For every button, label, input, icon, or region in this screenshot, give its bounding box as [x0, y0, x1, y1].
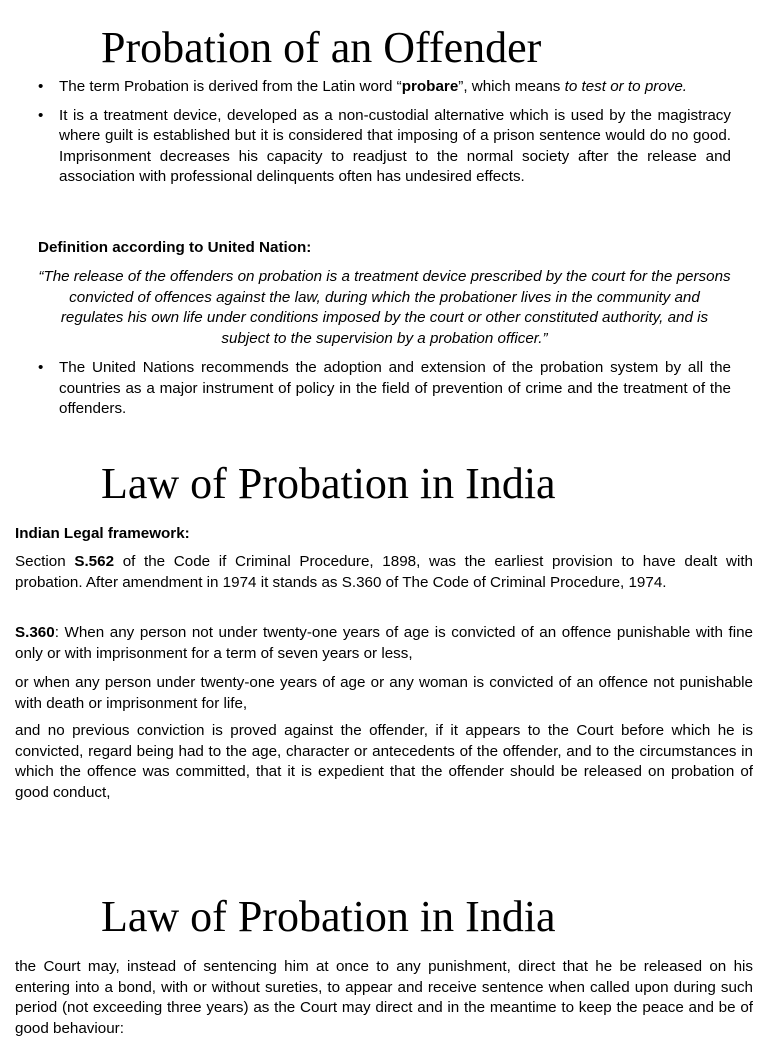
bullet-2-text: It is a treatment device, developed as a non-custodial alternative which is used by the magistracy where guilt is established but it is considered that imposing of a prison sentence would do no good. Imprisonment decreases his capacity to readjust to the normal society after the release and association with professional delinquents often has undesired effects.: [59, 106, 731, 186]
bullet-dot-icon: •: [38, 106, 44, 124]
bullet-dot-icon: •: [38, 359, 44, 376]
un-definition-quote: “The release of the offenders on probation is a treatment device prescribed by the court for the persons convicted of offences against the law, during which the probationer lives in the community and regulates his own life under conditions imposed by the court or other constituted authority, and is subject to the supervision by a probation officer.”: [38, 268, 731, 347]
slide-3-title: Law of Probation in India: [101, 892, 556, 941]
para-s562-before: Section: [15, 553, 75, 570]
bullet-1-text-middle: ”, which means: [458, 78, 565, 95]
bullet-1-bold-word: probare: [401, 78, 459, 95]
bullet-1-italic-text: to test or to prove.: [564, 78, 688, 95]
para-under-21: or when any person under twenty-one years of age or any woman is convicted of an offence not punishable with death or imprisonment for life,: [15, 674, 753, 712]
para-s360-after: : When any person not under twenty-one years of age is convicted of an offence punishable with fine only or with imprisonment for a term of seven years or less,: [15, 624, 753, 662]
bullet-3-text: The United Nations recommends the adoption and extension of the probation system by all the countries as a major instrument of policy in the field of prevention of crime and the treatment of the offenders.: [59, 359, 731, 418]
para-no-previous-conviction: and no previous conviction is proved against the offender, if it appears to the Court before which he is convicted, regard being had to the age, character or antecedents of the offender, and to the circumstances in which the offence was committed, that it is expedient that the offender should be released on probation of good conduct,: [15, 722, 753, 801]
slide-2-title: Law of Probation in India: [101, 459, 556, 508]
para-s562-after: of the Code if Criminal Procedure, 1898, was the earliest provision to have dealt with probation. After amendment in 1974 it stands as S.360 of The Code of Criminal Procedure, 1974.: [15, 553, 753, 591]
definition-heading: Definition according to United Nation:: [38, 239, 312, 256]
para-court-may: the Court may, instead of sentencing him at once to any punishment, direct that he be released on his entering into a bond, with or without sureties, to appear and receive sentence when called upon during such period (not exceeding three years) as the Court may direct and in the meantime to keep the peace and be of good behaviour:: [15, 958, 753, 1037]
legal-framework-heading: Indian Legal framework:: [15, 525, 190, 542]
para-s360-bold: S.360: [15, 624, 55, 641]
bullet-1-text-before: The term Probation is derived from the Latin word “: [59, 78, 402, 95]
slide-1-title: Probation of an Offender: [101, 23, 542, 72]
bullet-dot-icon: •: [38, 78, 44, 95]
para-s562-bold: S.562: [74, 553, 115, 570]
